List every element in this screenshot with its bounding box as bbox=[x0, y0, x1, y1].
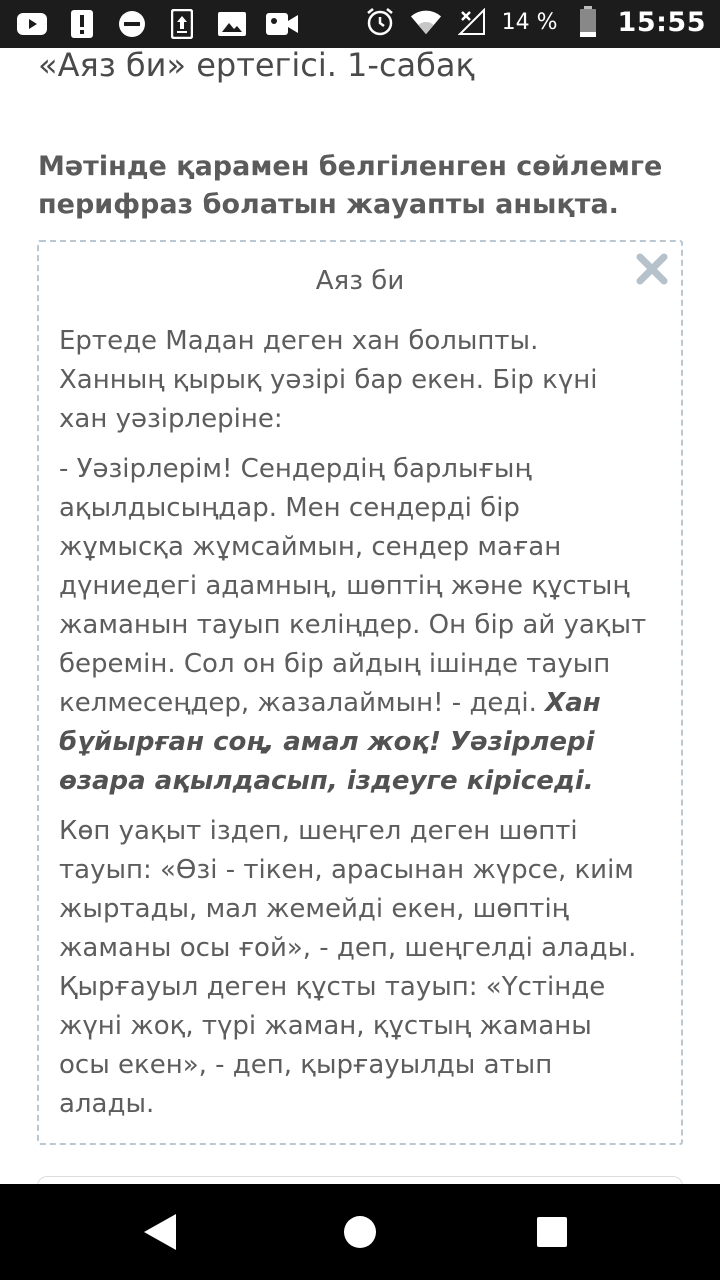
back-icon[interactable] bbox=[130, 1202, 190, 1262]
story-paragraph-text: - Уәзірлерім! Сендердің барлығың ақылдысыңдар. Мен сендерді бір жұмысқа жұмсаймын, сендер маған дүниедегі адамның, шөптің және құстың жаманын тауып келіңдер. Он бір ай уақыт беремін. Сол он бір айдың ішінде тауып келмесеңдер, жазалаймын! - деді. bbox=[59, 454, 647, 718]
lesson-title: «Аяз би» ертегісі. 1-сабақ bbox=[38, 46, 475, 84]
youtube-icon bbox=[16, 8, 48, 40]
download-icon bbox=[166, 8, 198, 40]
notification-icons bbox=[16, 8, 298, 40]
status-bar bbox=[0, 0, 720, 48]
system-icons bbox=[364, 6, 706, 38]
alert-icon bbox=[66, 8, 98, 40]
story-panel bbox=[37, 240, 683, 1145]
question-text: Мәтінде қарамен белгіленген сөйлемге перифраз болатын жауапты анықта. bbox=[38, 151, 663, 220]
battery-icon bbox=[572, 6, 604, 38]
home-icon[interactable] bbox=[330, 1202, 390, 1262]
image-icon bbox=[216, 8, 248, 40]
story-paragraph: Ертеде Мадан деген хан болыпты. Ханның қырық уәзірі бар екен. Бір күні хан уәзірлеріне: bbox=[59, 326, 598, 434]
no-signal-icon bbox=[456, 6, 488, 38]
clock: 15:55 bbox=[617, 6, 706, 38]
story-paragraph: Көп уақыт іздеп, шеңгел деген шөпті тауып: «Өзі - тікен, арасынан жүрсе, киім жыртады, мал жемейді екен, шөптің жаманы осы ғой», - деп, шеңгелді алады. Қырғауыл деген құсты тауып: «Үстінде жүні жоқ, түрі жаман, құстың жаманы осы екен», - деп, қырғауылды атып алады. bbox=[59, 816, 637, 1119]
wifi-icon bbox=[410, 6, 442, 38]
video-icon bbox=[266, 8, 298, 40]
do-not-disturb-icon bbox=[116, 8, 148, 40]
alarm-icon bbox=[364, 6, 396, 38]
battery-percent: 14 % bbox=[501, 9, 558, 35]
highlighted-sentence: Хан бұйырған соң, амал жоқ! Уәзірлері өзара ақылдасып, іздеуге кіріседі. bbox=[59, 688, 601, 796]
story-body bbox=[59, 322, 649, 1135]
navigation-bar bbox=[0, 1184, 720, 1280]
story-title: Аяз би bbox=[315, 266, 405, 296]
recents-icon[interactable] bbox=[522, 1202, 582, 1262]
story-paragraph bbox=[59, 450, 649, 801]
